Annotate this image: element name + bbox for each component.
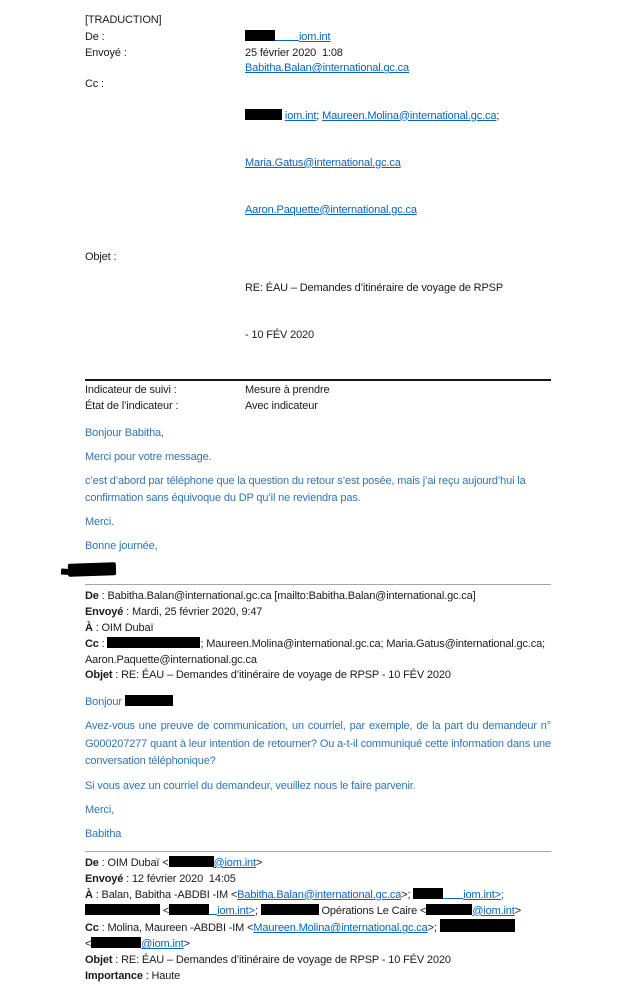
quoted3-importance-line — [85, 969, 551, 985]
sent-value: : 12 février 2020 14:05 — [123, 872, 236, 885]
cairo-operations-text: Opérations Le Caire < — [318, 904, 427, 917]
from-value — [245, 30, 551, 46]
quoted3-to-line-2 — [85, 904, 551, 920]
to2-post: > — [514, 904, 521, 917]
body2-signature: Babitha — [85, 827, 122, 840]
body1-paragraph-1: Merci pour votre message. — [85, 450, 212, 463]
quoted3-sent-line — [85, 872, 551, 888]
cc-line-1 — [245, 109, 551, 125]
redacted-name-bar — [125, 695, 173, 706]
cc-email-link-maria[interactable]: Maria.Gatus@international.gc.ca — [245, 156, 401, 169]
to2-mid: < — [160, 904, 170, 917]
traduction-tag: [TRADUCTION] — [85, 14, 162, 26]
followup-flag-row — [85, 383, 551, 399]
to-pre: : Balan, Babitha -ABDBI -IM < — [92, 888, 238, 901]
to-email-link[interactable]: Babitha.Balan@international.gc.ca — [245, 62, 409, 75]
redacted-signature — [68, 562, 116, 577]
cc2-pre: < — [85, 938, 92, 951]
cairo-email-link[interactable]: @iom.int — [472, 904, 515, 917]
importance-label: Importance — [85, 970, 143, 983]
quoted2-from-line — [85, 589, 551, 605]
redaction-bar — [426, 904, 472, 915]
from-post: > — [255, 856, 263, 869]
to-value: : OIM Dubaï — [92, 621, 154, 634]
body2-paragraph-1: Avez-vous une preuve de communication, un courriel, par exemple, de la part du demandeur n° G000207277 quant à leur intention de retourner? Ou a-t-il communiqué cette information dans une conversation téléphonique? — [85, 720, 551, 768]
sent-label: Envoyé — [85, 605, 124, 618]
separator: ; — [254, 904, 261, 917]
redaction-bar — [245, 109, 282, 120]
quoted2-cc-line-2: Aaron.Paquette@international.gc.ca — [85, 653, 257, 666]
quoted-message-divider — [85, 584, 551, 585]
cc-label: Cc : — [85, 78, 104, 91]
cc-line-2 — [245, 156, 551, 172]
cc2-post: > — [183, 938, 190, 951]
quoted3-to-line-1 — [85, 888, 551, 904]
quoted3-cc-line-2 — [85, 937, 551, 953]
flag-state-value: Avec indicateur — [245, 400, 318, 413]
header-row-subject — [85, 250, 551, 376]
quoted3-from-line — [85, 856, 551, 872]
cc-value — [245, 77, 551, 250]
body1-paragraph-3: Merci. — [85, 515, 115, 528]
from-label: De — [85, 589, 99, 602]
quoted2-subject-line — [85, 668, 551, 684]
cc-pre: : Molina, Maureen -ABDBI -IM < — [98, 922, 254, 935]
quoted2-sent-line — [85, 605, 551, 621]
subject-label: Objet — [85, 669, 113, 682]
redaction-bar — [169, 856, 214, 867]
redaction-bar — [91, 937, 141, 948]
from-label: De — [85, 856, 99, 869]
header-row-cc — [85, 77, 551, 250]
subject-value: : RE: ÉAU – Demandes d’itinéraire de voyage de RPSP - 10 FÉV 2020 — [112, 669, 451, 682]
to-redacted-domain-link[interactable]: iom.int>; — [463, 888, 504, 901]
redaction-bar — [245, 30, 275, 41]
header-row-from — [85, 30, 551, 46]
subject-line-2: - 10 FÉV 2020 — [245, 329, 314, 342]
from-email-link[interactable]: iom.int — [299, 31, 331, 43]
from-value: : Babitha.Balan@international.gc.ca [mailto:Babitha.Balan@international.gc.ca] — [98, 589, 476, 602]
cc-redacted-email-link[interactable]: @iom.int — [141, 938, 184, 951]
subject-value — [245, 250, 551, 376]
sent-label: Envoyé — [85, 872, 124, 885]
to-label: À — [85, 621, 93, 634]
cc-label: Cc — [85, 922, 99, 935]
to-mid: >; — [401, 888, 414, 901]
body1-signoff: Bonne journée, — [85, 539, 158, 552]
separator: ; — [496, 109, 500, 122]
redaction-bar — [107, 637, 200, 648]
from-email-link[interactable]: @iom.int — [213, 856, 256, 869]
followup-value: Mesure à prendre — [245, 384, 330, 397]
separator: ; — [316, 109, 323, 122]
redaction-bar — [261, 904, 319, 915]
from-label: De : — [85, 31, 105, 43]
quoted2-to-line — [85, 621, 551, 637]
body1-paragraph-2: c’est d’abord par téléphone que la question du retour s’est posée, mais j’ai reçu aujourd’hui la confirmation sans équivoque du DP qu’il ne reviendra pas. — [85, 474, 526, 504]
header-row-sent — [85, 46, 551, 62]
flag-state-row — [85, 399, 551, 415]
sent-label: Envoyé : — [85, 46, 127, 59]
greeting-1: Bonjour Babitha, — [85, 426, 164, 439]
header-row-to — [85, 61, 551, 77]
subject-label: Objet : — [85, 250, 117, 263]
redaction-bar — [413, 888, 443, 899]
quoted2-cc-line-1 — [85, 637, 551, 653]
sent-value: : Mardi, 25 février 2020, 9:47 — [123, 605, 263, 618]
quoted-message-divider — [85, 851, 551, 852]
redacted-link-gap — [275, 30, 299, 41]
subject-value: : RE: ÉAU – Demandes d’itinéraire de voyage de RPSP - 10 FÉV 2020 — [112, 954, 451, 967]
to-label-empty — [85, 61, 245, 77]
subject-label: Objet — [85, 954, 113, 967]
header-divider-line — [85, 379, 551, 381]
followup-label: Indicateur de suivi : — [85, 384, 177, 397]
from-pre: : OIM Dubaï < — [98, 856, 169, 869]
cc-redacted-domain-link[interactable]: iom.int — [284, 109, 317, 122]
subject-line-1: RE: ÉAU – Demandes d’itinéraire de voyage de RPSP — [245, 282, 504, 295]
flag-state-label: État de l’indicateur : — [85, 400, 179, 413]
redaction-bar — [440, 919, 515, 932]
cc-email-link-maureen[interactable]: Maureen.Molina@international.gc.ca — [322, 109, 497, 122]
cc-value: ; Maureen.Molina@international.gc.ca; Maria.Gatus@international.gc.ca; — [200, 637, 545, 650]
greeting-2 — [85, 694, 551, 711]
redaction-bar — [169, 904, 209, 915]
to-redacted-domain-link-2[interactable]: iom.int> — [217, 904, 255, 917]
redaction-bar — [85, 904, 160, 915]
redacted-link-gap — [209, 904, 217, 915]
greeting-2-text: Bonjour — [85, 696, 125, 709]
body2-paragraph-2: Si vous avez un courriel du demandeur, veuillez nous le faire parvenir. — [85, 779, 416, 792]
body2-signoff: Merci, — [85, 803, 115, 816]
to-value — [245, 61, 551, 77]
sent-value: 25 février 2020 1:08 — [245, 46, 343, 59]
redacted-link-gap — [443, 888, 463, 899]
cc-line-3 — [245, 203, 551, 219]
importance-value: : Haute — [142, 970, 181, 983]
quoted3-cc-line-1 — [85, 919, 551, 937]
to-label: À — [85, 888, 93, 901]
cc-email-link-aaron[interactable]: Aaron.Paquette@international.gc.ca — [245, 203, 417, 216]
quoted3-subject-line — [85, 953, 551, 969]
cc-label: Cc — [85, 637, 99, 650]
colon: : — [98, 637, 108, 650]
cc-email-link-maureen[interactable]: Maureen.Molina@international.gc.ca — [253, 922, 428, 935]
to-email-link-babitha[interactable]: Babitha.Balan@international.gc.ca — [237, 888, 402, 901]
cc-mid: >; — [427, 922, 440, 935]
